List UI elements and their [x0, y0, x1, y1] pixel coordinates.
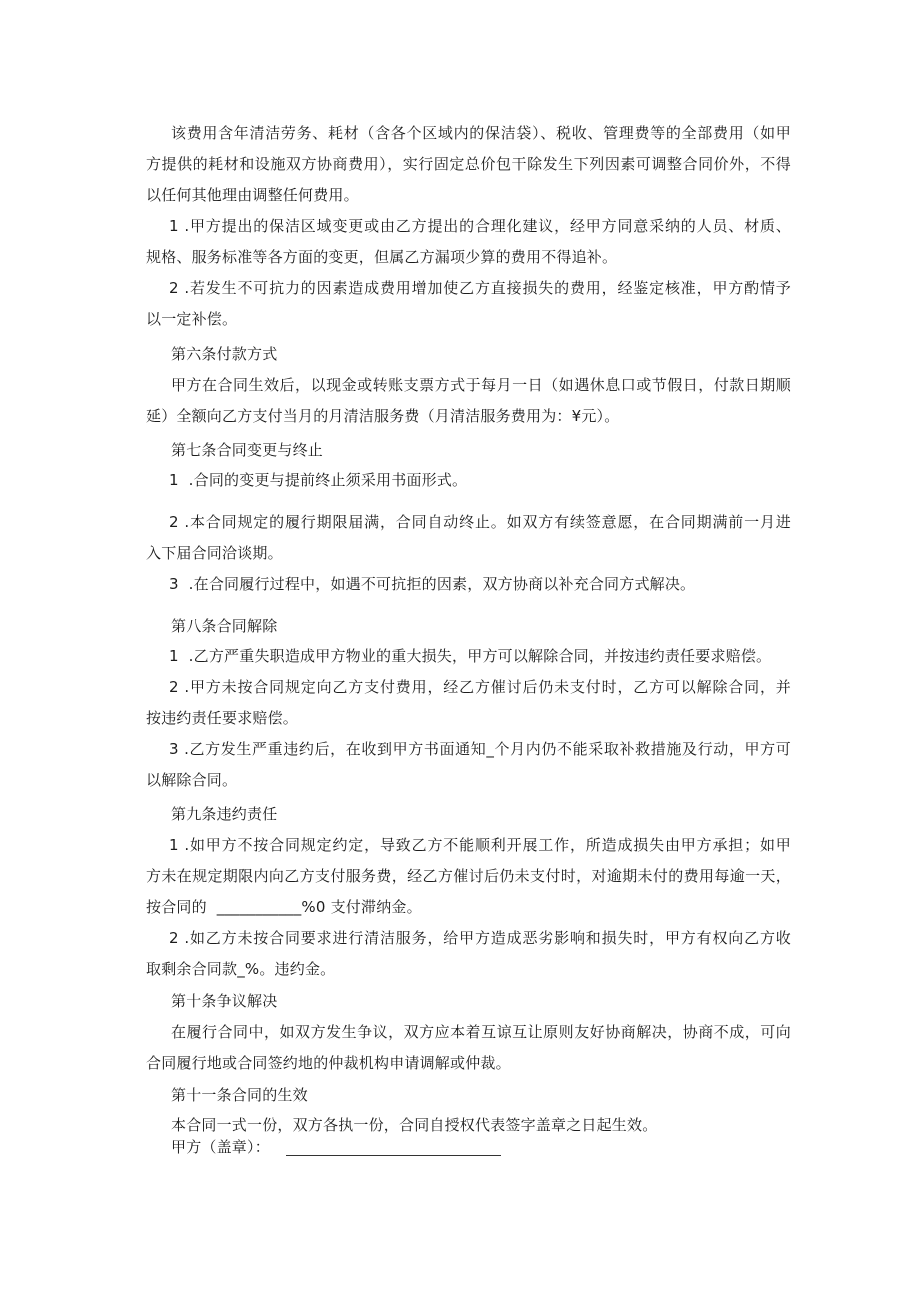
- paragraph-line: 以任何其他理由调整任何费用。: [146, 186, 359, 204]
- list-item-line: 1 .合同的变更与提前终止须采用书面形式。: [169, 471, 468, 489]
- paragraph-line: 合同履行地或合同签约地的仲裁机构申请调解或仲裁。: [146, 1054, 511, 1072]
- list-item-line: 2 .如乙方未按合同要求进行清洁服务，给甲方造成恶劣影响和损失时，甲方有权向乙方收: [169, 929, 791, 947]
- section-heading: 第八条合同解除: [171, 617, 278, 635]
- list-item-line: 3 .在合同履行过程中，如遇不可抗拒的因素，双方协商以补充合同方式解决。: [169, 575, 696, 593]
- paragraph-line: 该费用含年清洁劳务、耗材（含各个区域内的保洁袋）、税收、管理费等的全部费用（如甲: [171, 124, 791, 142]
- list-item-line: 2 .甲方未按合同规定向乙方支付费用，经乙方催讨后仍未支付时，乙方可以解除合同，并: [169, 678, 791, 696]
- paragraph-line: 本合同一式一份，双方各执一份，合同自授权代表签字盖章之日起生效。: [171, 1116, 658, 1134]
- section-heading: 第十一条合同的生效: [171, 1086, 308, 1104]
- list-item-line: 取剩余合同款_%。违约金。: [146, 960, 336, 978]
- list-item-line: 按合同的 ___________%0 支付滞纳金。: [146, 898, 422, 916]
- list-item-line: 3 .乙方发生严重违约后，在收到甲方书面通知_个月内仍不能采取补救措施及行动，甲方可: [169, 740, 791, 758]
- list-item-line: 1 .甲方提出的保洁区域变更或由乙方提出的合理化建议，经甲方同意采纳的人员、材质、: [169, 217, 791, 235]
- section-heading: 第六条付款方式: [171, 345, 278, 363]
- list-item-line: 方未在规定期限内向乙方支付服务费，经乙方催讨后仍未支付时，对逾期未付的费用每逾一天，: [146, 867, 791, 885]
- section-heading: 第七条合同变更与终止: [171, 441, 324, 459]
- list-item-line: 以一定补偿。: [146, 310, 238, 328]
- paragraph-line: 在履行合同中，如双方发生争议，双方应本着互谅互让原则友好协商解决，协商不成，可向: [171, 1023, 791, 1041]
- list-item-line: 2 .本合同规定的履行期限届满，合同自动终止。如双方有续签意愿，在合同期满前一月进: [169, 513, 791, 531]
- list-item-line: 1 .乙方严重失职造成甲方物业的重大损失，甲方可以解除合同，并按违约责任要求赔偿。: [169, 647, 772, 665]
- list-item-line: 1 .如甲方不按合同规定约定，导致乙方不能顺利开展工作，所造成损失由甲方承担；如甲: [169, 836, 791, 854]
- list-item-line: 入下届合同洽谈期。: [146, 544, 283, 562]
- signature-label: 甲方（盖章）：: [171, 1138, 270, 1156]
- list-item-line: 2 .若发生不可抗力的因素造成费用增加使乙方直接损失的费用，经鉴定核准，甲方酌情予: [169, 279, 791, 297]
- paragraph-line: 延）全额向乙方支付当月的月清洁服务费（月清洁服务费用为：¥元）。: [146, 407, 620, 425]
- paragraph-line: 方提供的耗材和设施双方协商费用），实行固定总价包干除发生下列因素可调整合同价外，不得: [146, 155, 791, 173]
- list-item-line: 规格、服务标准等各方面的变更，但属乙方漏项少算的费用不得追补。: [146, 248, 618, 266]
- section-heading: 第十条争议解决: [171, 992, 278, 1010]
- signature-blank-line: [286, 1155, 501, 1156]
- paragraph-line: 甲方在合同生效后，以现金或转账支票方式于每月一日（如遇休息口或节假日，付款日期顺: [171, 376, 791, 394]
- list-item-line: 以解除合同。: [146, 771, 238, 789]
- list-item-line: 按违约责任要求赔偿。: [146, 709, 299, 727]
- section-heading: 第九条违约责任: [171, 805, 278, 823]
